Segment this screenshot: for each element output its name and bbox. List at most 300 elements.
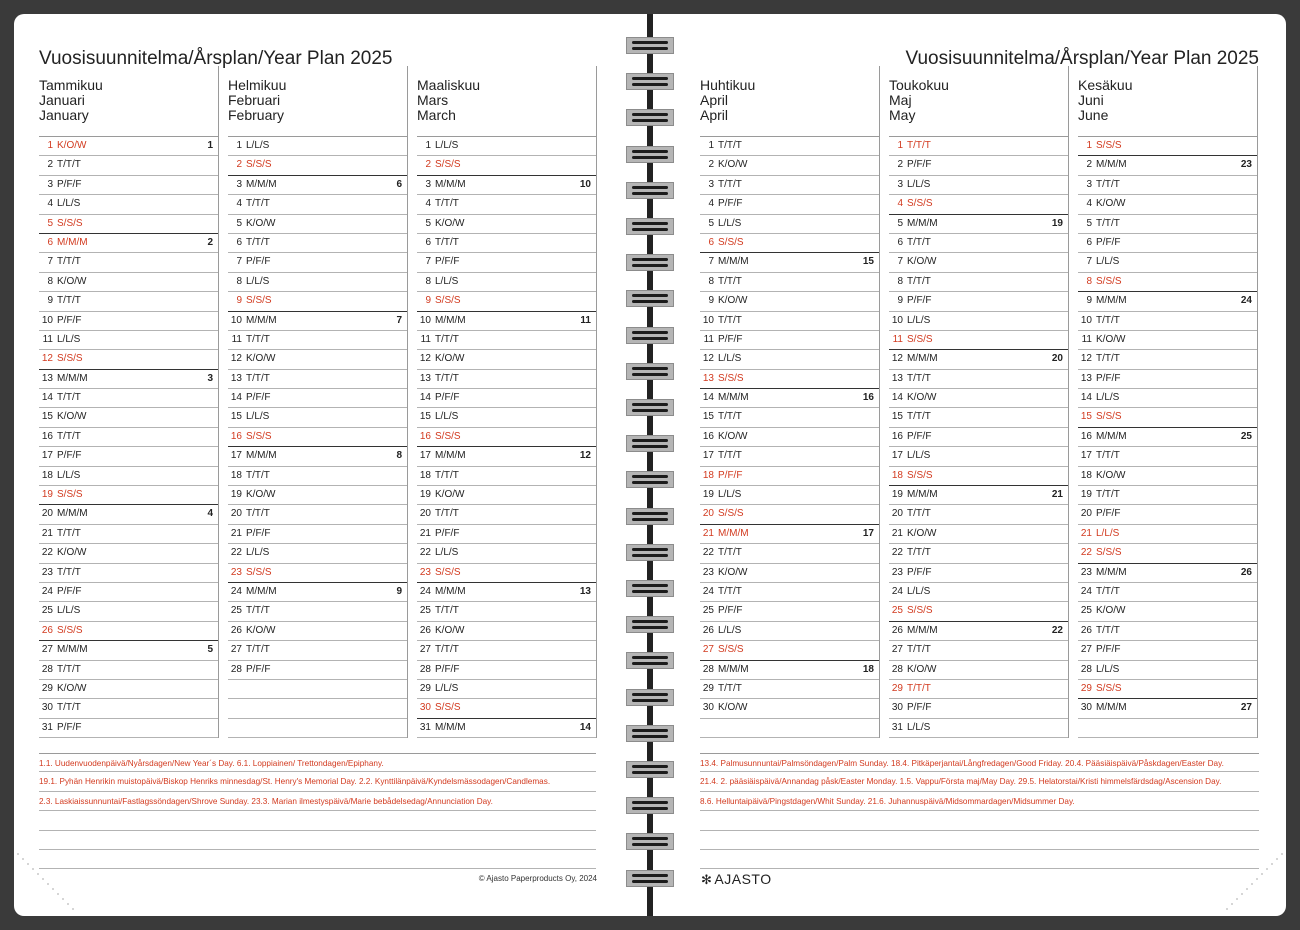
day-row[interactable] bbox=[39, 525, 218, 544]
day-row[interactable] bbox=[889, 719, 1068, 738]
day-row[interactable] bbox=[1078, 525, 1257, 544]
holiday-notes bbox=[700, 753, 1259, 869]
weekday-abbr: T/T/T bbox=[246, 236, 270, 248]
day-row[interactable] bbox=[700, 137, 879, 156]
day-row[interactable] bbox=[700, 292, 879, 311]
spiral-ring bbox=[626, 218, 674, 235]
day-row[interactable] bbox=[228, 350, 407, 369]
day-number: 4 bbox=[897, 198, 903, 210]
note-line[interactable] bbox=[700, 811, 1259, 830]
day-number: 12 bbox=[702, 353, 714, 365]
weekday-abbr: P/F/F bbox=[246, 527, 271, 539]
day-number: 11 bbox=[231, 333, 242, 345]
month-name: Toukokuu bbox=[889, 77, 949, 93]
day-number: 23 bbox=[419, 566, 431, 578]
day-row[interactable] bbox=[39, 680, 218, 699]
day-row[interactable] bbox=[228, 525, 407, 544]
day-row[interactable] bbox=[39, 622, 218, 641]
day-row[interactable] bbox=[889, 370, 1068, 389]
day-row[interactable] bbox=[228, 661, 407, 680]
day-row[interactable] bbox=[889, 331, 1068, 350]
day-number: 19 bbox=[230, 489, 242, 501]
day-row[interactable] bbox=[417, 583, 596, 602]
page-title: Vuosisuunnitelma/Årsplan/Year Plan 2025 bbox=[39, 48, 393, 69]
day-row[interactable] bbox=[1078, 467, 1257, 486]
day-row[interactable] bbox=[417, 215, 596, 234]
day-row[interactable] bbox=[889, 447, 1068, 466]
day-row[interactable] bbox=[39, 389, 218, 408]
day-row[interactable] bbox=[417, 195, 596, 214]
day-row[interactable] bbox=[889, 680, 1068, 699]
day-row[interactable] bbox=[39, 215, 218, 234]
day-row[interactable] bbox=[700, 661, 879, 680]
day-row[interactable] bbox=[228, 583, 407, 602]
day-row[interactable] bbox=[39, 564, 218, 583]
day-row[interactable] bbox=[39, 428, 218, 447]
day-row[interactable] bbox=[417, 661, 596, 680]
weekday-abbr: T/T/T bbox=[718, 140, 742, 151]
day-row[interactable] bbox=[700, 544, 879, 563]
day-number: 21 bbox=[702, 527, 714, 539]
spiral-ring bbox=[626, 290, 674, 307]
day-row[interactable] bbox=[889, 389, 1068, 408]
weekday-abbr: S/S/S bbox=[718, 236, 744, 248]
weekday-abbr: K/O/W bbox=[1096, 198, 1126, 210]
day-row[interactable] bbox=[889, 622, 1068, 641]
day-number: 22 bbox=[41, 547, 53, 559]
day-row[interactable] bbox=[228, 137, 407, 156]
day-row[interactable] bbox=[700, 273, 879, 292]
day-row[interactable] bbox=[228, 467, 407, 486]
day-row[interactable] bbox=[417, 680, 596, 699]
day-row[interactable] bbox=[39, 699, 218, 718]
day-row[interactable] bbox=[889, 195, 1068, 214]
week-number: 6 bbox=[396, 178, 402, 190]
day-row[interactable] bbox=[39, 176, 218, 195]
day-row[interactable] bbox=[1078, 486, 1257, 505]
weekday-abbr: S/S/S bbox=[246, 295, 272, 307]
day-row[interactable] bbox=[889, 312, 1068, 331]
day-number: 2 bbox=[425, 159, 431, 171]
day-row[interactable] bbox=[1078, 370, 1257, 389]
month-name: Helmikuu bbox=[228, 77, 287, 93]
weekday-abbr: P/F/F bbox=[718, 333, 743, 345]
day-row[interactable] bbox=[700, 215, 879, 234]
day-row[interactable] bbox=[417, 292, 596, 311]
day-row[interactable] bbox=[700, 350, 879, 369]
day-row[interactable] bbox=[700, 680, 879, 699]
weekday-abbr: L/L/S bbox=[718, 489, 742, 501]
day-row[interactable] bbox=[1078, 292, 1257, 311]
day-number: 23 bbox=[1080, 566, 1092, 578]
day-row[interactable] bbox=[700, 505, 879, 524]
weekday-abbr: P/F/F bbox=[57, 450, 82, 462]
day-row[interactable] bbox=[1078, 408, 1257, 427]
day-row[interactable] bbox=[228, 719, 407, 738]
weekday-abbr: L/L/S bbox=[1096, 392, 1120, 404]
day-row[interactable] bbox=[700, 176, 879, 195]
day-row[interactable] bbox=[417, 699, 596, 718]
weekday-abbr: S/S/S bbox=[57, 489, 83, 501]
day-row[interactable] bbox=[39, 641, 218, 660]
day-row[interactable] bbox=[228, 156, 407, 175]
day-row[interactable] bbox=[700, 389, 879, 408]
day-row[interactable] bbox=[1078, 195, 1257, 214]
day-number: 15 bbox=[230, 411, 242, 423]
day-row[interactable] bbox=[228, 176, 407, 195]
day-number: 12 bbox=[41, 353, 53, 365]
day-row[interactable] bbox=[39, 292, 218, 311]
day-row[interactable] bbox=[1078, 602, 1257, 621]
day-row[interactable] bbox=[700, 467, 879, 486]
day-number: 18 bbox=[1080, 469, 1092, 481]
day-row[interactable] bbox=[1078, 699, 1257, 718]
month-name: May bbox=[889, 107, 916, 123]
day-row[interactable] bbox=[39, 350, 218, 369]
day-number: 28 bbox=[1080, 663, 1092, 675]
weekday-abbr: T/T/T bbox=[57, 159, 81, 171]
day-row[interactable] bbox=[700, 312, 879, 331]
day-number: 7 bbox=[425, 256, 431, 268]
day-row[interactable] bbox=[700, 583, 879, 602]
weekday-abbr: T/T/T bbox=[435, 508, 459, 520]
day-row[interactable] bbox=[39, 719, 218, 738]
day-row[interactable] bbox=[700, 699, 879, 718]
note-line[interactable]: 13.4. Palmusunnuntai/Palmsöndagen/Palm Sunday. 18.4. Pitkäperjantai/Långfredagen/Good Friday. 20.4. Pääsiäispäivä/Påskdagen/Easter Day. bbox=[700, 753, 1259, 772]
day-row[interactable] bbox=[39, 447, 218, 466]
day-row[interactable] bbox=[228, 292, 407, 311]
day-row[interactable] bbox=[228, 370, 407, 389]
day-row[interactable] bbox=[700, 486, 879, 505]
day-row[interactable] bbox=[889, 641, 1068, 660]
day-row[interactable] bbox=[228, 312, 407, 331]
day-row[interactable] bbox=[417, 719, 596, 738]
weekday-abbr: P/F/F bbox=[1096, 372, 1121, 384]
day-number: 14 bbox=[419, 392, 431, 404]
day-row[interactable] bbox=[889, 428, 1068, 447]
day-row[interactable] bbox=[1078, 447, 1257, 466]
day-row[interactable] bbox=[228, 428, 407, 447]
day-row[interactable] bbox=[889, 699, 1068, 718]
day-row[interactable] bbox=[700, 622, 879, 641]
day-row[interactable] bbox=[39, 544, 218, 563]
day-row[interactable] bbox=[700, 408, 879, 427]
weekday-abbr: L/L/S bbox=[435, 140, 459, 151]
day-row[interactable] bbox=[889, 661, 1068, 680]
day-row[interactable] bbox=[39, 331, 218, 350]
day-number: 30 bbox=[419, 702, 431, 714]
day-row[interactable] bbox=[889, 234, 1068, 253]
note-line[interactable]: 2.3. Laskiaissunnuntai/Fastlagssöndagen/Shrove Sunday. 23.3. Marian ilmestyspäivä/Marie bebådelsedag/Annunciation Day. bbox=[39, 792, 596, 811]
day-row[interactable] bbox=[417, 641, 596, 660]
weekday-abbr: L/L/S bbox=[435, 682, 459, 694]
weekday-abbr: T/T/T bbox=[57, 663, 81, 675]
weekday-abbr: M/M/M bbox=[57, 372, 88, 384]
day-row[interactable] bbox=[417, 156, 596, 175]
day-row[interactable] bbox=[889, 525, 1068, 544]
day-number: 26 bbox=[891, 624, 903, 636]
day-row[interactable] bbox=[39, 234, 218, 253]
day-row[interactable] bbox=[1078, 350, 1257, 369]
day-row[interactable] bbox=[700, 195, 879, 214]
day-number: 7 bbox=[47, 256, 53, 268]
logo-text: AJASTO bbox=[714, 871, 772, 887]
day-number: 6 bbox=[708, 236, 714, 248]
day-row[interactable] bbox=[700, 156, 879, 175]
day-row[interactable] bbox=[889, 273, 1068, 292]
day-row[interactable] bbox=[228, 699, 407, 718]
weekday-abbr: L/L/S bbox=[246, 547, 270, 559]
day-row[interactable] bbox=[1078, 641, 1257, 660]
day-row[interactable] bbox=[417, 602, 596, 621]
day-row[interactable] bbox=[228, 215, 407, 234]
weekday-abbr: L/L/S bbox=[907, 314, 931, 326]
day-row[interactable] bbox=[889, 350, 1068, 369]
weekday-abbr: T/T/T bbox=[57, 527, 81, 539]
day-row[interactable] bbox=[417, 389, 596, 408]
day-row[interactable] bbox=[1078, 137, 1257, 156]
weekday-abbr: L/L/S bbox=[718, 624, 742, 636]
day-number: 1 bbox=[425, 140, 431, 151]
day-row[interactable] bbox=[39, 408, 218, 427]
day-row[interactable] bbox=[417, 331, 596, 350]
day-row[interactable] bbox=[417, 428, 596, 447]
note-line[interactable] bbox=[39, 831, 596, 850]
week-number: 9 bbox=[396, 585, 402, 597]
ajasto-logo bbox=[701, 871, 772, 888]
day-number: 25 bbox=[1080, 605, 1092, 617]
day-row[interactable] bbox=[417, 137, 596, 156]
day-row[interactable] bbox=[417, 525, 596, 544]
day-row[interactable] bbox=[228, 680, 407, 699]
day-row[interactable] bbox=[39, 195, 218, 214]
day-row[interactable] bbox=[1078, 583, 1257, 602]
day-row[interactable] bbox=[700, 602, 879, 621]
day-row[interactable] bbox=[417, 350, 596, 369]
day-number: 29 bbox=[419, 682, 431, 694]
day-row[interactable] bbox=[39, 156, 218, 175]
day-row[interactable] bbox=[417, 370, 596, 389]
day-row[interactable] bbox=[228, 622, 407, 641]
day-row[interactable] bbox=[700, 370, 879, 389]
day-number: 22 bbox=[230, 547, 242, 559]
day-row[interactable] bbox=[700, 525, 879, 544]
day-row[interactable] bbox=[889, 176, 1068, 195]
note-line[interactable]: 21.4. 2. pääsiäispäivä/Annandag påsk/Easter Monday. 1.5. Vappu/Första maj/May Day. 29.5. Helatorstai/Kristi himmelsfärdsdag/Ascension Day. bbox=[700, 772, 1259, 791]
day-row[interactable] bbox=[228, 195, 407, 214]
spiral-ring bbox=[626, 652, 674, 669]
day-row[interactable] bbox=[39, 253, 218, 272]
day-number: 16 bbox=[702, 430, 714, 442]
day-row[interactable] bbox=[228, 331, 407, 350]
day-row[interactable] bbox=[228, 505, 407, 524]
day-row[interactable] bbox=[417, 273, 596, 292]
day-row[interactable] bbox=[889, 505, 1068, 524]
day-number: 10 bbox=[41, 314, 53, 326]
day-row[interactable] bbox=[417, 467, 596, 486]
day-row[interactable] bbox=[417, 234, 596, 253]
day-number: 30 bbox=[702, 702, 714, 714]
note-line[interactable] bbox=[39, 850, 596, 869]
day-row[interactable] bbox=[228, 408, 407, 427]
day-row[interactable] bbox=[417, 312, 596, 331]
day-row[interactable] bbox=[700, 641, 879, 660]
day-row[interactable] bbox=[1078, 622, 1257, 641]
weekday-abbr: S/S/S bbox=[435, 702, 461, 714]
day-row[interactable] bbox=[1078, 428, 1257, 447]
day-row[interactable] bbox=[39, 467, 218, 486]
day-number: 10 bbox=[891, 314, 903, 326]
weekday-abbr: K/O/W bbox=[1096, 605, 1126, 617]
note-line[interactable] bbox=[700, 850, 1259, 869]
day-row[interactable] bbox=[1078, 661, 1257, 680]
day-row[interactable] bbox=[889, 156, 1068, 175]
day-row[interactable] bbox=[889, 137, 1068, 156]
day-row[interactable] bbox=[889, 602, 1068, 621]
day-row[interactable] bbox=[417, 564, 596, 583]
day-row[interactable] bbox=[39, 602, 218, 621]
weekday-abbr: T/T/T bbox=[907, 644, 931, 656]
day-number: 7 bbox=[236, 256, 242, 268]
day-row[interactable] bbox=[700, 447, 879, 466]
week-number: 27 bbox=[1240, 702, 1252, 714]
day-row[interactable] bbox=[1078, 505, 1257, 524]
day-row[interactable] bbox=[417, 408, 596, 427]
day-row[interactable] bbox=[417, 176, 596, 195]
day-row[interactable] bbox=[39, 273, 218, 292]
day-row[interactable] bbox=[1078, 234, 1257, 253]
day-row[interactable] bbox=[889, 253, 1068, 272]
weekday-abbr: S/S/S bbox=[907, 333, 933, 345]
day-row[interactable] bbox=[889, 564, 1068, 583]
day-row[interactable] bbox=[889, 486, 1068, 505]
day-row[interactable] bbox=[1078, 680, 1257, 699]
note-line[interactable]: 8.6. Helluntaipäivä/Pingstdagen/Whit Sunday. 21.6. Juhannuspäivä/Midsommardagen/Midsummer Day. bbox=[700, 792, 1259, 811]
month-name: Juni bbox=[1078, 92, 1104, 108]
day-row[interactable] bbox=[228, 564, 407, 583]
day-row[interactable] bbox=[1078, 273, 1257, 292]
day-number: 4 bbox=[425, 198, 431, 210]
day-number: 17 bbox=[702, 450, 714, 462]
weekday-abbr: T/T/T bbox=[57, 430, 81, 442]
day-row[interactable] bbox=[889, 583, 1068, 602]
day-row[interactable] bbox=[889, 408, 1068, 427]
day-row[interactable] bbox=[228, 273, 407, 292]
day-row[interactable] bbox=[889, 292, 1068, 311]
day-row[interactable] bbox=[700, 428, 879, 447]
weekday-abbr: M/M/M bbox=[907, 217, 938, 229]
day-row[interactable] bbox=[228, 602, 407, 621]
spiral-ring bbox=[626, 580, 674, 597]
day-row[interactable] bbox=[700, 719, 879, 738]
day-number: 15 bbox=[41, 411, 53, 423]
day-number: 27 bbox=[1080, 644, 1092, 656]
day-number: 19 bbox=[419, 489, 431, 501]
day-row[interactable] bbox=[228, 389, 407, 408]
day-number: 28 bbox=[41, 663, 53, 675]
day-row[interactable] bbox=[1078, 312, 1257, 331]
day-number: 22 bbox=[1080, 547, 1092, 559]
note-line[interactable]: 1.1. Uudenvuodenpäivä/Nyårsdagen/New Year´s Day. 6.1. Loppiainen/ Trettondagen/Epiphany. bbox=[39, 753, 596, 772]
day-row[interactable] bbox=[39, 486, 218, 505]
day-row[interactable] bbox=[700, 564, 879, 583]
day-row[interactable] bbox=[228, 641, 407, 660]
day-number: 9 bbox=[236, 295, 242, 307]
day-row[interactable] bbox=[417, 505, 596, 524]
day-row[interactable] bbox=[39, 370, 218, 389]
day-row[interactable] bbox=[228, 447, 407, 466]
note-line[interactable] bbox=[700, 831, 1259, 850]
weekday-abbr: K/O/W bbox=[1096, 333, 1126, 345]
day-row[interactable] bbox=[39, 137, 218, 156]
day-row[interactable] bbox=[228, 234, 407, 253]
week-number: 1 bbox=[207, 140, 213, 151]
day-row[interactable] bbox=[228, 486, 407, 505]
day-row[interactable] bbox=[1078, 215, 1257, 234]
weekday-abbr: T/T/T bbox=[57, 392, 81, 404]
note-line[interactable] bbox=[39, 811, 596, 830]
day-row[interactable] bbox=[39, 661, 218, 680]
day-row[interactable] bbox=[39, 505, 218, 524]
day-row[interactable] bbox=[889, 467, 1068, 486]
day-row[interactable] bbox=[1078, 156, 1257, 175]
day-row[interactable] bbox=[889, 215, 1068, 234]
day-number: 18 bbox=[702, 469, 714, 481]
day-row[interactable] bbox=[700, 331, 879, 350]
weekday-abbr: P/F/F bbox=[718, 469, 743, 481]
corner-dots-decoration bbox=[1216, 846, 1286, 916]
note-line[interactable]: 19.1. Pyhän Henrikin muistopäivä/Biskop Henriks minnesdag/St. Henry's Memorial Day. 2.2. Kynttilänpäivä/Kyndelsmässodagen/Candlemas. bbox=[39, 772, 596, 791]
weekday-abbr: S/S/S bbox=[907, 469, 933, 481]
day-number: 20 bbox=[230, 508, 242, 520]
day-row[interactable] bbox=[700, 234, 879, 253]
day-row[interactable] bbox=[889, 544, 1068, 563]
day-row[interactable] bbox=[1078, 564, 1257, 583]
day-number: 5 bbox=[236, 217, 242, 229]
day-row[interactable] bbox=[1078, 719, 1257, 738]
day-row[interactable] bbox=[1078, 544, 1257, 563]
weekday-abbr: M/M/M bbox=[718, 663, 749, 675]
day-row[interactable] bbox=[1078, 253, 1257, 272]
day-number: 8 bbox=[1086, 275, 1092, 287]
day-row[interactable] bbox=[228, 253, 407, 272]
day-number: 31 bbox=[891, 721, 903, 733]
day-number: 12 bbox=[1080, 353, 1092, 365]
spiral-ring bbox=[626, 870, 674, 887]
day-list bbox=[228, 136, 408, 738]
day-row[interactable] bbox=[39, 583, 218, 602]
day-row[interactable] bbox=[1078, 176, 1257, 195]
day-row[interactable] bbox=[1078, 389, 1257, 408]
weekday-abbr: T/T/T bbox=[1096, 217, 1120, 229]
day-number: 11 bbox=[1081, 333, 1092, 345]
day-row[interactable] bbox=[417, 447, 596, 466]
day-row[interactable] bbox=[39, 312, 218, 331]
spiral-ring bbox=[626, 797, 674, 814]
day-row[interactable] bbox=[417, 544, 596, 563]
day-row[interactable] bbox=[417, 622, 596, 641]
day-row[interactable] bbox=[228, 544, 407, 563]
day-row[interactable] bbox=[700, 253, 879, 272]
week-number: 10 bbox=[579, 178, 591, 190]
weekday-abbr: P/F/F bbox=[907, 159, 932, 171]
day-row[interactable] bbox=[417, 253, 596, 272]
day-number: 16 bbox=[230, 430, 242, 442]
day-row[interactable] bbox=[417, 486, 596, 505]
day-row[interactable] bbox=[1078, 331, 1257, 350]
weekday-abbr: M/M/M bbox=[907, 489, 938, 501]
day-number: 22 bbox=[702, 547, 714, 559]
